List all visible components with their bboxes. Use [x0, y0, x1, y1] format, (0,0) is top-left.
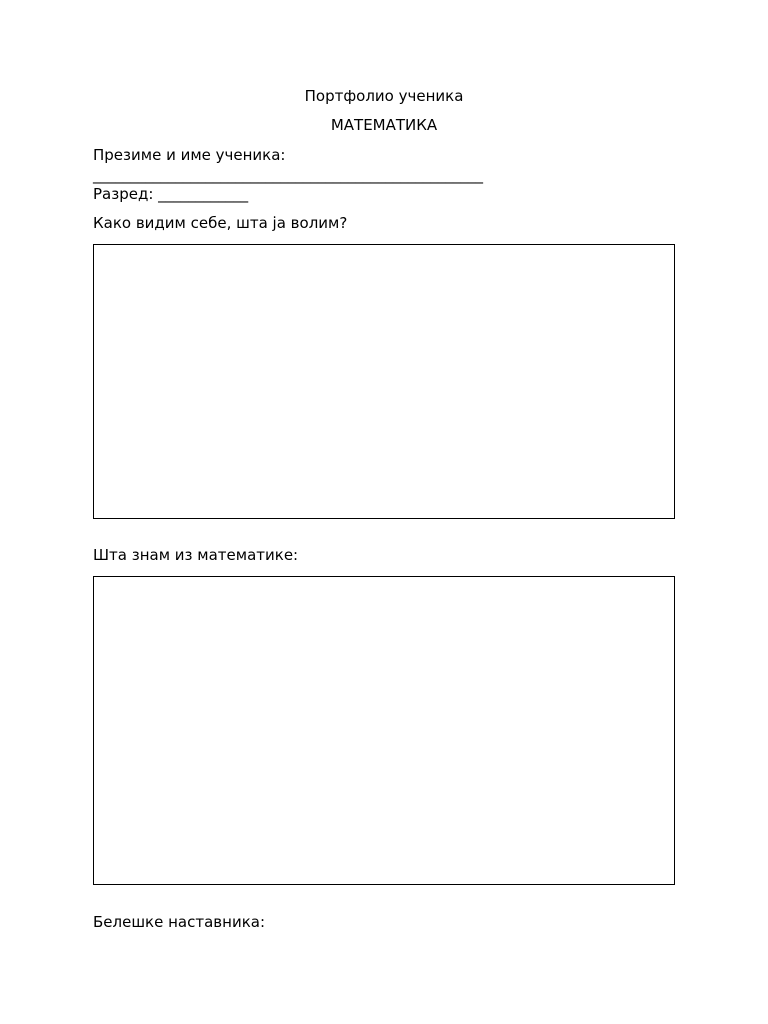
grade-label: Разред: [93, 185, 154, 203]
subject-title: МАТЕМАТИКА [330, 116, 438, 134]
math-answer-box [93, 576, 675, 885]
question-math: Шта знам из математике: [93, 546, 299, 564]
grade-field [93, 185, 248, 203]
teacher-notes-label: Белешке наставника: [93, 913, 265, 931]
self-answer-box [93, 244, 675, 519]
portfolio-title: Портфолио ученика [304, 87, 464, 105]
grade-line: ____________ [158, 185, 249, 203]
student-name-label: Презиме и име ученика: [93, 146, 286, 164]
question-self: Како видим себе, шта ја волим? [93, 214, 348, 232]
student-name-line: ____________________________________________________ [93, 166, 483, 184]
